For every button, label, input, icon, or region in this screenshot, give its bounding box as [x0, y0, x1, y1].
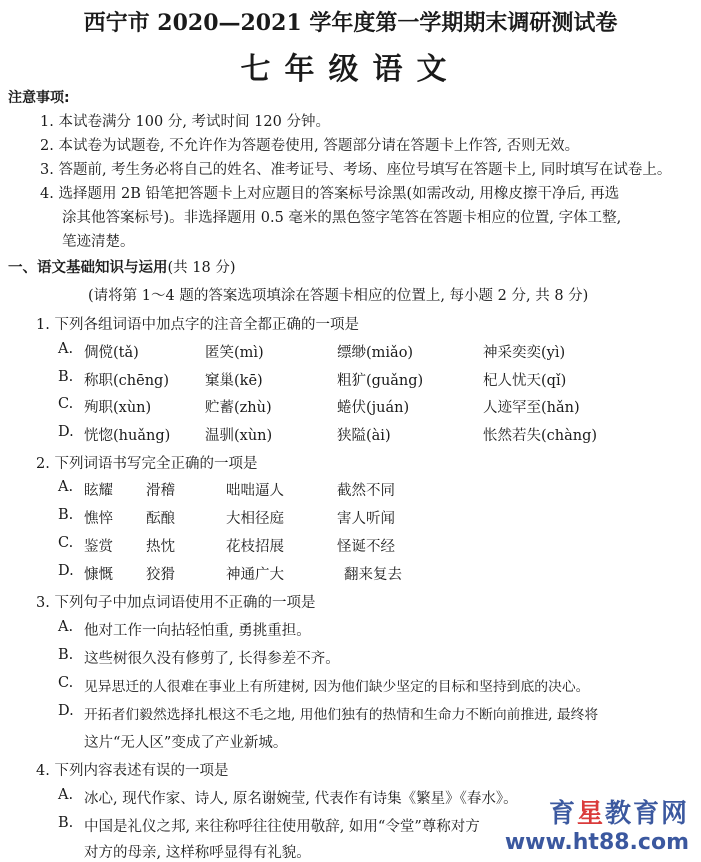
word-item: 咄咄逼人 [226, 483, 284, 499]
watermark-text: 育 [548, 799, 577, 829]
word-item: 慷慨 [84, 567, 113, 583]
question-stem: 2. 下列词语书写完全正确的一项是 [36, 456, 258, 472]
option-label: D. [58, 703, 74, 719]
option-label: A. [58, 787, 74, 803]
option-text: 冰心, 现代作家、诗人, 原名谢婉莹, 代表作有诗集《繁星》《春水》。 [84, 791, 518, 807]
option-text: 这些树很久没有修剪了, 长得参差不齐。 [84, 651, 340, 667]
pinyin-item: 匿笑(mì) [205, 345, 264, 361]
notice-line: 2. 本试卷为试题卷, 不允许作为答题卷使用, 答题部分请在答题卡上作答, 否则无效。 [40, 138, 580, 154]
word-item: 截然不同 [337, 483, 395, 499]
notice-line: 3. 答题前, 考生务必将自己的姓名、准考证号、考场、座位号填写在答题卡上, 同时填写在试卷上。 [40, 162, 672, 178]
option-label: B. [58, 507, 74, 523]
watermark-url: www.ht88.com [504, 830, 689, 855]
option-label: B. [58, 815, 74, 831]
option-label: C. [58, 675, 74, 691]
pinyin-item: 窠巢(kē) [205, 373, 263, 389]
word-item: 眩耀 [84, 483, 113, 499]
pinyin-item: 狭隘(ài) [337, 428, 391, 444]
pinyin-item: 杞人忧天(qǐ) [483, 373, 567, 389]
section-score: (共 18 分) [167, 260, 236, 276]
question-stem: 4. 下列内容表述有误的一项是 [36, 763, 229, 779]
word-item: 翻来复去 [344, 567, 402, 583]
exam-subtitle: 七年级语文 [240, 52, 461, 87]
option-text-continued: 对方的母亲, 这样称呼显得有礼貌。 [84, 845, 311, 861]
option-label: C. [58, 396, 74, 412]
word-item: 狡猾 [146, 567, 175, 583]
pinyin-item: 恍惚(huǎng) [84, 428, 171, 444]
option-label: C. [58, 535, 74, 551]
word-item: 热忱 [146, 539, 175, 555]
pinyin-item: 温驯(xùn) [205, 428, 273, 444]
question-stem: 1. 下列各组词语中加点字的注音全都正确的一项是 [36, 317, 359, 333]
word-item: 滑稽 [146, 483, 175, 499]
option-label: B. [58, 369, 74, 385]
notice-line: 笔迹清楚。 [62, 234, 135, 250]
notice-heading: 注意事项: [8, 90, 70, 106]
question-stem: 3. 下列句子中加点词语使用不正确的一项是 [36, 595, 316, 611]
word-item: 大相径庭 [226, 511, 284, 527]
watermark-star-text: 星 [576, 799, 605, 829]
word-item: 怪诞不经 [337, 539, 395, 555]
pinyin-item: 称职(chēng) [84, 373, 169, 389]
option-text: 中国是礼仪之邦, 来往称呼往往使用敬辞, 如用“令堂”尊称对方 [84, 819, 480, 835]
pinyin-item: 神采奕奕(yì) [483, 345, 566, 361]
pinyin-item: 殉职(xùn) [84, 400, 152, 416]
pinyin-item: 怅然若失(chàng) [483, 428, 598, 444]
option-label: A. [58, 341, 74, 357]
pinyin-item: 人迹罕至(hǎn) [483, 400, 580, 416]
watermark-text: 教育网 [604, 799, 689, 829]
notice-line: 4. 选择题用 2B 铅笔把答题卡上对应题目的答案标号涂黑(如需改动, 用橡皮擦干净后, 再选 [40, 186, 620, 202]
notice-line: 1. 本试卷满分 100 分, 考试时间 120 分钟。 [40, 114, 330, 130]
option-text-continued: 这片“无人区”变成了产业新城。 [84, 735, 288, 751]
option-label: D. [58, 424, 74, 440]
section-instruction: (请将第 1～4 题的答案选项填涂在答题卡相应的位置上, 每小题 2 分, 共 8 分) [88, 288, 589, 304]
word-item: 神通广大 [226, 567, 284, 583]
watermark-logo [505, 793, 689, 855]
option-label: B. [58, 647, 74, 663]
pinyin-item: 贮蓄(zhù) [205, 400, 272, 416]
word-item: 酝酿 [146, 511, 175, 527]
notice-line: 涂其他答案标号)。非选择题用 0.5 毫米的黑色签字笔答在答题卡相应的位置, 字体工整, [62, 210, 622, 226]
word-item: 鉴赏 [84, 539, 113, 555]
pinyin-item: 粗犷(guǎng) [337, 373, 424, 389]
section-heading [8, 256, 235, 277]
option-text: 开拓者们毅然选择扎根这不毛之地, 用他们独有的热情和生命力不断向前推进, 最终将 [84, 707, 599, 723]
pinyin-item: 蜷伏(juán) [337, 400, 410, 416]
option-text: 他对工作一向拈轻怕重, 勇挑重担。 [84, 623, 311, 639]
option-label: A. [58, 619, 74, 635]
pinyin-item: 缥缈(miǎo) [337, 345, 414, 361]
option-text: 见异思迁的人很难在事业上有所建树, 因为他们缺少坚定的目标和坚持到底的决心。 [84, 679, 590, 695]
word-item: 花枝招展 [226, 539, 284, 555]
word-item: 害人听闻 [337, 511, 395, 527]
section-title: 一、语文基础知识与运用 [8, 260, 168, 276]
word-item: 憔悴 [84, 511, 113, 527]
option-label: D. [58, 563, 74, 579]
option-label: A. [58, 479, 74, 495]
pinyin-item: 倜傥(tǎ) [84, 345, 139, 361]
exam-title: 西宁市 2020—2021 学年度第一学期期末调研测试卷 [83, 10, 618, 36]
